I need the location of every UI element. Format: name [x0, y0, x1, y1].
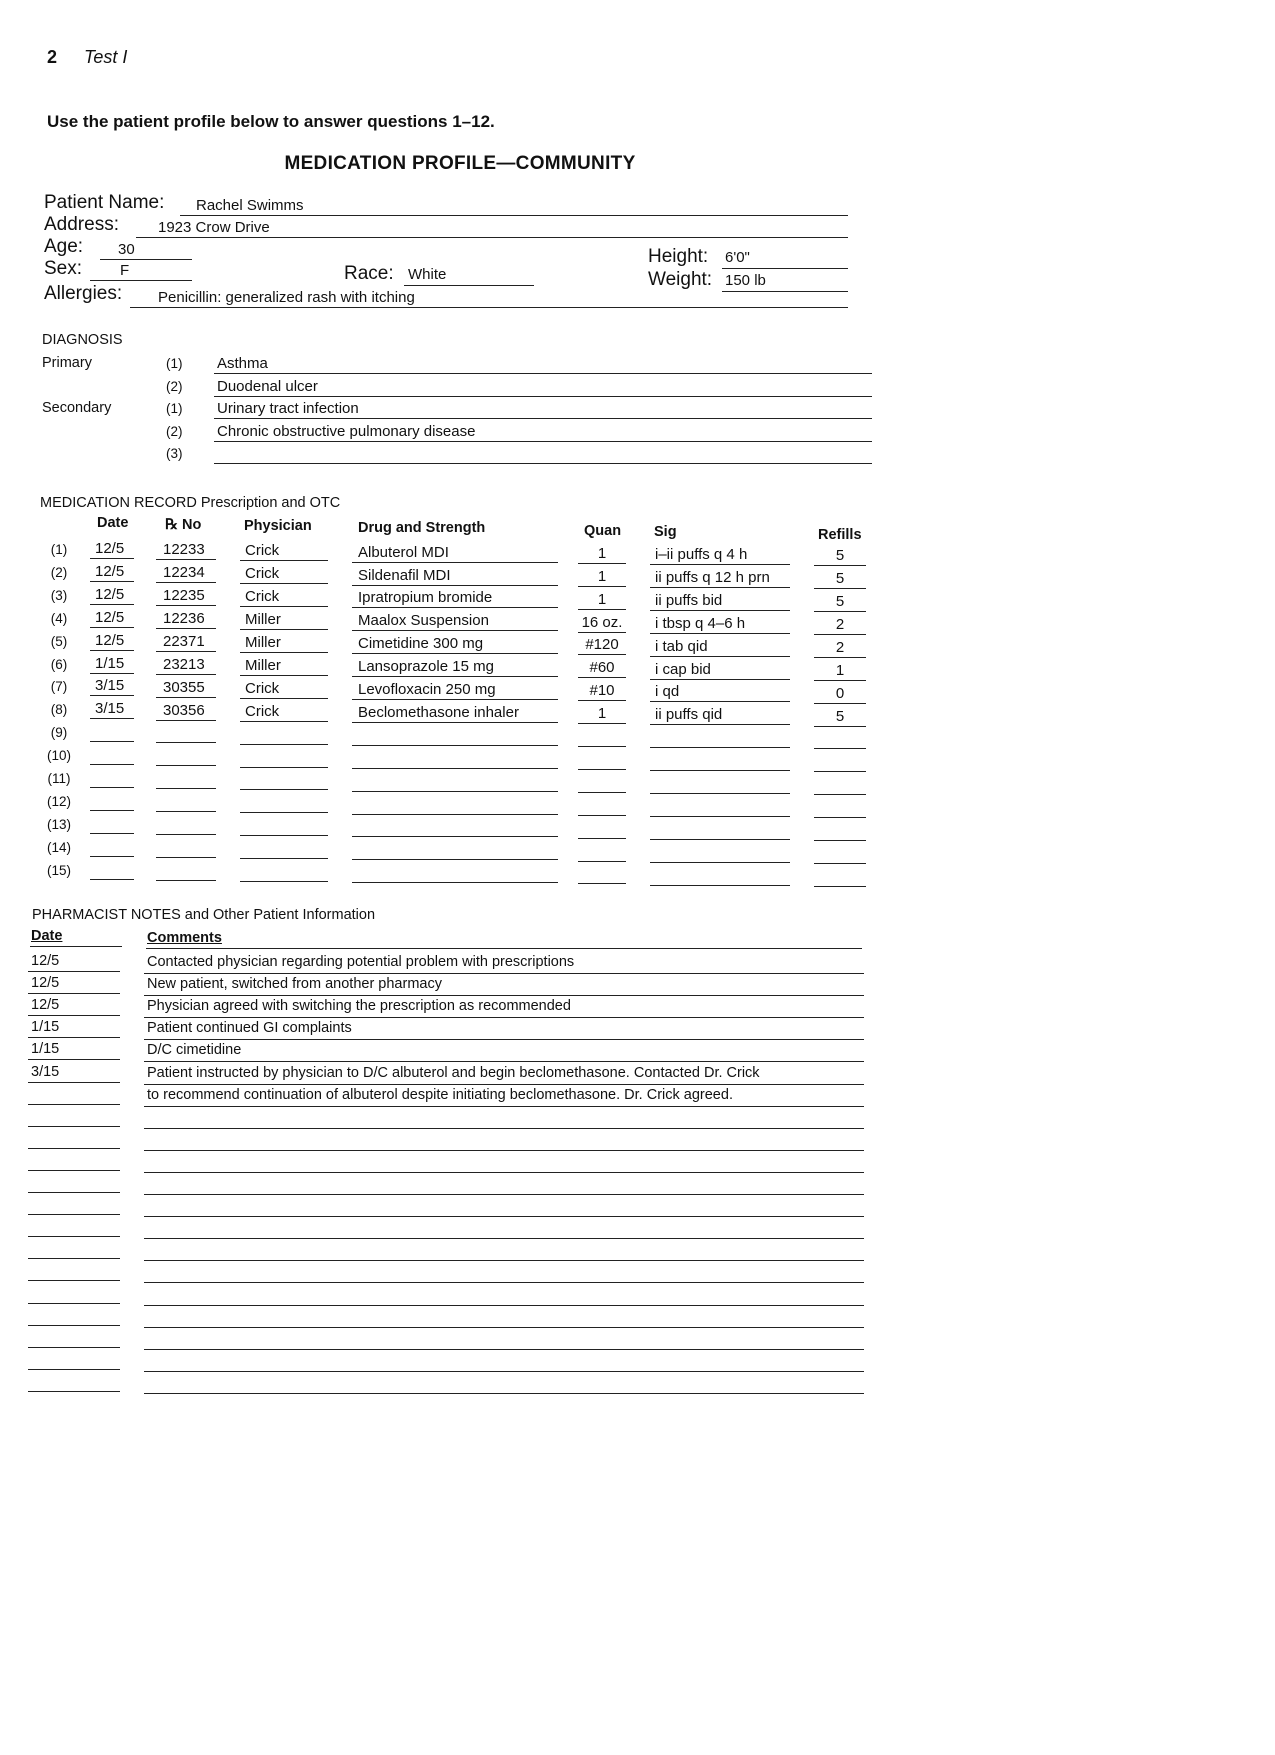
- med-physician-line: [240, 629, 328, 630]
- diagnosis-line: [214, 373, 872, 374]
- diagnosis-text: Asthma: [217, 355, 268, 372]
- med-rx-line: [156, 834, 216, 835]
- instruction-text: Use the patient profile below to answer questions 1–12.: [47, 112, 495, 131]
- note-date-line: [28, 1059, 120, 1060]
- diagnosis-number: (1): [166, 356, 183, 371]
- med-row-number: (10): [46, 748, 71, 764]
- note-date-line: [28, 1303, 120, 1304]
- med-physician-line: [240, 606, 328, 607]
- diagnosis-line: [214, 418, 872, 419]
- med-row-number: (4): [50, 610, 68, 626]
- med-sig-line: [650, 610, 790, 611]
- med-drug-line: [352, 562, 558, 563]
- med-rx-cell: 23213: [163, 655, 205, 673]
- patient-name-value: Rachel Swimms: [196, 197, 304, 214]
- diagnosis-line: [214, 463, 872, 464]
- note-text-line: [144, 1260, 864, 1261]
- note-text: Patient instructed by physician to D/C albuterol and begin beclomethasone. Contacted Dr. Crick: [147, 1064, 760, 1081]
- med-quan-line: [578, 632, 626, 633]
- note-date-line: [28, 1280, 120, 1281]
- med-quan-line: [578, 746, 626, 747]
- med-date-cell: 1/15: [95, 654, 125, 672]
- med-row-number: (11): [47, 771, 71, 786]
- med-drug-line: [352, 676, 558, 677]
- sex-value: F: [120, 262, 130, 279]
- med-physician-line: [240, 721, 328, 722]
- note-date-line: [28, 1214, 120, 1215]
- med-date-cell: 12/5: [95, 631, 125, 649]
- med-rx-line: [156, 559, 216, 560]
- note-text-line: [144, 1238, 864, 1239]
- sex-line: [90, 280, 192, 281]
- med-refills-line: [814, 588, 866, 589]
- med-refills-cell: 1: [835, 661, 845, 679]
- note-text-line: [144, 973, 864, 974]
- med-quan-line: [578, 883, 626, 884]
- diagnosis-heading: DIAGNOSIS: [42, 332, 123, 348]
- weight-label: Weight:: [648, 269, 713, 290]
- med-drug-line: [352, 859, 558, 860]
- note-date-line: [28, 1236, 120, 1237]
- note-text-line: [144, 1039, 864, 1040]
- note-date-line: [28, 1258, 120, 1259]
- med-quan-cell: 1: [597, 567, 607, 585]
- med-physician-line: [240, 858, 328, 859]
- med-quan-cell: 1: [597, 590, 607, 608]
- age-label: Age:: [44, 236, 84, 257]
- med-drug-cell: Beclomethasone inhaler: [358, 703, 519, 721]
- diagnosis-text: Chronic obstructive pulmonary disease: [217, 422, 476, 440]
- address-label: Address:: [44, 214, 119, 235]
- med-rx-cell: 30355: [163, 678, 205, 696]
- med-quan-cell: #60: [589, 659, 615, 677]
- note-text-line: [144, 1084, 864, 1085]
- med-row-number: (1): [50, 542, 68, 557]
- note-text-line: [144, 1282, 864, 1283]
- med-drug-line: [352, 791, 558, 792]
- med-date-cell: 3/15: [95, 700, 125, 718]
- med-refills-cell: 2: [835, 615, 845, 633]
- med-rx-line: [156, 811, 216, 812]
- med-date-line: [90, 604, 134, 605]
- diagnosis-text: Duodenal ulcer: [217, 377, 318, 395]
- col-physician-header: Physician: [244, 518, 312, 534]
- med-physician-line: [240, 652, 328, 653]
- med-drug-cell: Maalox Suspension: [358, 612, 489, 630]
- med-sig-cell: ii puffs qid: [655, 706, 723, 724]
- med-refills-line: [814, 817, 866, 818]
- med-drug-cell: Lansoprazole 15 mg: [358, 658, 494, 676]
- med-physician-cell: Crick: [245, 679, 280, 697]
- test-label: Test I: [84, 47, 128, 67]
- med-sig-line: [650, 839, 790, 840]
- med-physician-line: [240, 767, 328, 768]
- pharmacist-notes-heading: PHARMACIST NOTES and Other Patient Information: [32, 907, 376, 923]
- med-drug-line: [352, 768, 558, 769]
- height-label: Height:: [648, 246, 709, 267]
- med-sig-line: [650, 816, 790, 817]
- med-refills-line: [814, 565, 866, 566]
- col-rx-header: ℞ No: [165, 517, 202, 533]
- med-drug-line: [352, 745, 558, 746]
- med-row-number: (6): [50, 656, 68, 672]
- med-refills-line: [814, 863, 866, 864]
- med-date-cell: 3/15: [95, 677, 125, 695]
- med-refills-cell: 5: [835, 707, 845, 725]
- med-quan-cell: #10: [589, 682, 615, 700]
- notes-comments-header: Comments: [147, 930, 222, 946]
- med-row-number: (12): [46, 793, 71, 809]
- med-sig-line: [650, 862, 790, 863]
- med-physician-line: [240, 583, 328, 584]
- med-date-line: [90, 764, 134, 765]
- med-physician-line: [240, 812, 328, 813]
- med-drug-cell: Albuterol MDI: [358, 543, 449, 561]
- note-text: D/C cimetidine: [147, 1042, 242, 1059]
- med-quan-line: [578, 586, 626, 587]
- med-drug-cell: Cimetidine 300 mg: [358, 635, 484, 653]
- med-quan-line: [578, 815, 626, 816]
- note-text: New patient, switched from another pharmacy: [147, 976, 442, 993]
- med-date-line: [90, 833, 134, 834]
- col-sig-header: Sig: [654, 524, 677, 540]
- med-rx-line: [156, 857, 216, 858]
- note-text-line: [144, 1216, 864, 1217]
- med-date-cell: 12/5: [95, 585, 125, 603]
- med-refills-line: [814, 634, 866, 635]
- med-date-cell: 12/5: [95, 608, 125, 626]
- med-physician-line: [240, 835, 328, 836]
- med-sig-cell: ii puffs bid: [655, 591, 723, 609]
- med-date-cell: 12/5: [95, 540, 125, 557]
- note-date-line: [28, 1391, 120, 1392]
- med-sig-line: [650, 747, 790, 748]
- med-row-number: (13): [46, 816, 71, 832]
- med-rx-cell: 12236: [163, 609, 205, 627]
- med-physician-line: [240, 881, 328, 882]
- med-date-line: [90, 558, 134, 559]
- note-date-line: [28, 1082, 120, 1083]
- med-refills-cell: 5: [835, 570, 845, 588]
- med-date-line: [90, 856, 134, 857]
- note-text: Patient continued GI complaints: [147, 1020, 352, 1037]
- med-physician-cell: Crick: [245, 588, 280, 606]
- med-drug-line: [352, 836, 558, 837]
- note-date-line: [28, 1037, 120, 1038]
- med-drug-line: [352, 607, 558, 608]
- med-quan-line: [578, 700, 626, 701]
- diagnosis-number: (1): [166, 401, 183, 416]
- height-line: [722, 268, 848, 269]
- med-rx-line: [156, 651, 216, 652]
- note-text-line: [144, 1194, 864, 1195]
- note-date-line: [28, 1325, 120, 1326]
- med-refills-line: [814, 611, 866, 612]
- med-refills-line: [814, 657, 866, 658]
- med-drug-line: [352, 585, 558, 586]
- height-value: 6'0": [725, 249, 750, 266]
- med-rx-cell: 12233: [163, 541, 205, 559]
- med-quan-line: [578, 654, 626, 655]
- med-drug-line: [352, 814, 558, 815]
- med-drug-line: [352, 722, 558, 723]
- med-row-number: (8): [50, 702, 68, 718]
- note-date: 12/5: [31, 975, 60, 992]
- med-row-number: (2): [50, 564, 68, 580]
- med-refills-cell: 5: [835, 593, 845, 610]
- weight-line: [722, 291, 848, 292]
- med-quan-line: [578, 677, 626, 678]
- note-date-line: [28, 1126, 120, 1127]
- med-drug-cell: Ipratropium bromide: [358, 589, 493, 607]
- med-sig-cell: i cap bid: [655, 660, 711, 678]
- note-text-line: [144, 1172, 864, 1173]
- med-sig-cell: ii puffs q 12 h prn: [655, 568, 770, 586]
- med-quan-cell: 16 oz.: [581, 613, 623, 631]
- med-refills-line: [814, 726, 866, 727]
- note-date-line: [28, 1170, 120, 1171]
- note-date: 1/15: [31, 1041, 60, 1058]
- med-refills-line: [814, 794, 866, 795]
- med-rx-cell: 12234: [163, 564, 205, 582]
- med-quan-cell: 1: [597, 705, 607, 723]
- notes-date-header-line: [30, 946, 122, 947]
- med-refills-line: [814, 703, 866, 704]
- med-rx-line: [156, 697, 216, 698]
- med-sig-line: [650, 885, 790, 886]
- med-rx-line: [156, 674, 216, 675]
- med-rx-cell: 30356: [163, 701, 205, 719]
- med-physician-cell: Crick: [245, 702, 280, 720]
- note-date-line: [28, 1347, 120, 1348]
- med-sig-line: [650, 679, 790, 680]
- med-quan-line: [578, 769, 626, 770]
- diagnosis-number: (2): [166, 423, 183, 439]
- med-quan-cell: #120: [585, 636, 619, 654]
- med-sig-line: [650, 564, 790, 565]
- note-date-line: [28, 1148, 120, 1149]
- med-physician-cell: Miller: [245, 634, 281, 651]
- med-sig-cell: i tbsp q 4–6 h: [655, 614, 746, 632]
- med-row-number: (5): [50, 633, 68, 649]
- note-date-line: [28, 971, 120, 972]
- race-value: White: [408, 266, 447, 283]
- note-text: Physician agreed with switching the prescription as recommended: [147, 998, 571, 1015]
- med-rx-line: [156, 605, 216, 606]
- note-text: Contacted physician regarding potential problem with prescriptions: [147, 954, 575, 970]
- med-date-line: [90, 741, 134, 742]
- med-row-number: (9): [50, 725, 68, 741]
- address-line: [136, 237, 848, 238]
- race-label: Race:: [344, 263, 394, 284]
- med-row-number: (14): [46, 839, 71, 855]
- med-refills-line: [814, 748, 866, 749]
- med-physician-line: [240, 698, 328, 699]
- note-text-line: [144, 1371, 864, 1372]
- med-sig-line: [650, 587, 790, 588]
- med-drug-line: [352, 882, 558, 883]
- col-quan-header: Quan: [584, 523, 622, 539]
- med-rx-cell: 12235: [163, 587, 205, 604]
- med-refills-line: [814, 771, 866, 772]
- med-refills-line: [814, 886, 866, 887]
- notes-comments-header-line: [146, 948, 862, 949]
- med-rx-line: [156, 742, 216, 743]
- note-text-line: [144, 1128, 864, 1129]
- med-physician-cell: Crick: [245, 542, 280, 560]
- med-drug-cell: Sildenafil MDI: [358, 566, 451, 584]
- med-physician-cell: Miller: [245, 656, 281, 674]
- med-sig-line: [650, 656, 790, 657]
- note-text-line: [144, 1305, 864, 1306]
- med-sig-line: [650, 770, 790, 771]
- med-sig-cell: i qd: [655, 683, 680, 701]
- col-drug-header: Drug and Strength: [358, 520, 486, 536]
- diagnosis-line: [214, 396, 872, 397]
- sex-label: Sex:: [44, 258, 83, 279]
- med-refills-line: [814, 840, 866, 841]
- diagnosis-number: (2): [166, 378, 183, 394]
- col-refills-header: Refills: [818, 527, 862, 543]
- note-date-line: [28, 993, 120, 994]
- med-drug-line: [352, 630, 558, 631]
- age-line: [100, 259, 192, 260]
- med-sig-line: [650, 701, 790, 702]
- note-date: 12/5: [31, 997, 60, 1014]
- med-date-line: [90, 627, 134, 628]
- patient-name-line: [180, 215, 848, 216]
- form-title: MEDICATION PROFILE—COMMUNITY: [284, 153, 636, 174]
- note-date: 1/15: [31, 1019, 60, 1036]
- med-physician-line: [240, 744, 328, 745]
- note-date-line: [28, 1015, 120, 1016]
- address-value: 1923 Crow Drive: [158, 219, 270, 236]
- med-drug-cell: Levofloxacin 250 mg: [358, 681, 496, 698]
- note-text-line: [144, 1106, 864, 1107]
- med-quan-line: [578, 792, 626, 793]
- note-text-line: [144, 1017, 864, 1018]
- med-quan-line: [578, 609, 626, 610]
- note-date: 3/15: [31, 1063, 60, 1080]
- med-drug-line: [352, 699, 558, 700]
- note-text-line: [144, 1327, 864, 1328]
- age-value: 30: [118, 241, 135, 258]
- med-physician-line: [240, 560, 328, 561]
- med-refills-cell: 5: [835, 547, 845, 565]
- page-number: 2: [47, 47, 58, 67]
- note-text: to recommend continuation of albuterol despite initiating beclomethasone. Dr. Crick agreed.: [147, 1086, 733, 1103]
- patient-name-label: Patient Name:: [44, 192, 165, 213]
- med-date-line: [90, 810, 134, 811]
- med-refills-cell: 0: [835, 684, 845, 702]
- med-rx-line: [156, 788, 216, 789]
- note-text-line: [144, 1393, 864, 1394]
- med-quan-line: [578, 861, 626, 862]
- diagnosis-line: [214, 441, 872, 442]
- med-rx-line: [156, 880, 216, 881]
- allergies-label: Allergies:: [44, 283, 123, 304]
- med-sig-cell: i tab qid: [655, 637, 708, 655]
- med-refills-line: [814, 680, 866, 681]
- col-date-header: Date: [97, 515, 129, 531]
- med-physician-line: [240, 789, 328, 790]
- race-line: [404, 285, 534, 286]
- note-date-line: [28, 1369, 120, 1370]
- med-date-cell: 12/5: [95, 562, 125, 580]
- diagnosis-text: Urinary tract infection: [217, 400, 359, 417]
- med-date-line: [90, 718, 134, 719]
- note-text-line: [144, 1150, 864, 1151]
- med-date-line: [90, 673, 134, 674]
- med-physician-line: [240, 675, 328, 676]
- note-text-line: [144, 995, 864, 996]
- med-date-line: [90, 879, 134, 880]
- med-rx-cell: 22371: [163, 632, 205, 650]
- med-sig-line: [650, 633, 790, 634]
- med-rx-line: [156, 720, 216, 721]
- med-row-number: (3): [50, 587, 68, 603]
- med-row-number: (7): [50, 679, 68, 695]
- med-quan-line: [578, 838, 626, 839]
- medication-record-heading: MEDICATION RECORD Prescription and OTC: [40, 495, 341, 511]
- med-quan-cell: 1: [597, 544, 607, 562]
- med-refills-cell: 2: [835, 638, 845, 656]
- note-date: 12/5: [31, 953, 60, 969]
- med-sig-cell: i–ii puffs q 4 h: [655, 546, 748, 563]
- med-quan-line: [578, 723, 626, 724]
- note-text-line: [144, 1061, 864, 1062]
- med-date-line: [90, 787, 134, 788]
- med-sig-line: [650, 724, 790, 725]
- secondary-label: Secondary: [42, 400, 112, 416]
- diagnosis-number: (3): [166, 446, 183, 461]
- med-date-line: [90, 650, 134, 651]
- note-text-line: [144, 1349, 864, 1350]
- med-drug-line: [352, 653, 558, 654]
- med-row-number: (15): [46, 862, 71, 878]
- med-physician-cell: Miller: [245, 611, 281, 629]
- med-sig-line: [650, 793, 790, 794]
- primary-label: Primary: [42, 355, 92, 371]
- med-rx-line: [156, 765, 216, 766]
- notes-date-header: Date: [31, 928, 63, 944]
- med-rx-line: [156, 582, 216, 583]
- med-date-line: [90, 695, 134, 696]
- allergies-value: Penicillin: generalized rash with itching: [158, 289, 415, 306]
- med-physician-cell: Crick: [245, 565, 280, 583]
- allergies-line: [130, 307, 848, 308]
- med-rx-line: [156, 628, 216, 629]
- note-date-line: [28, 1104, 120, 1105]
- note-date-line: [28, 1192, 120, 1193]
- weight-value: 150 lb: [725, 272, 766, 289]
- med-date-line: [90, 581, 134, 582]
- med-quan-line: [578, 563, 626, 564]
